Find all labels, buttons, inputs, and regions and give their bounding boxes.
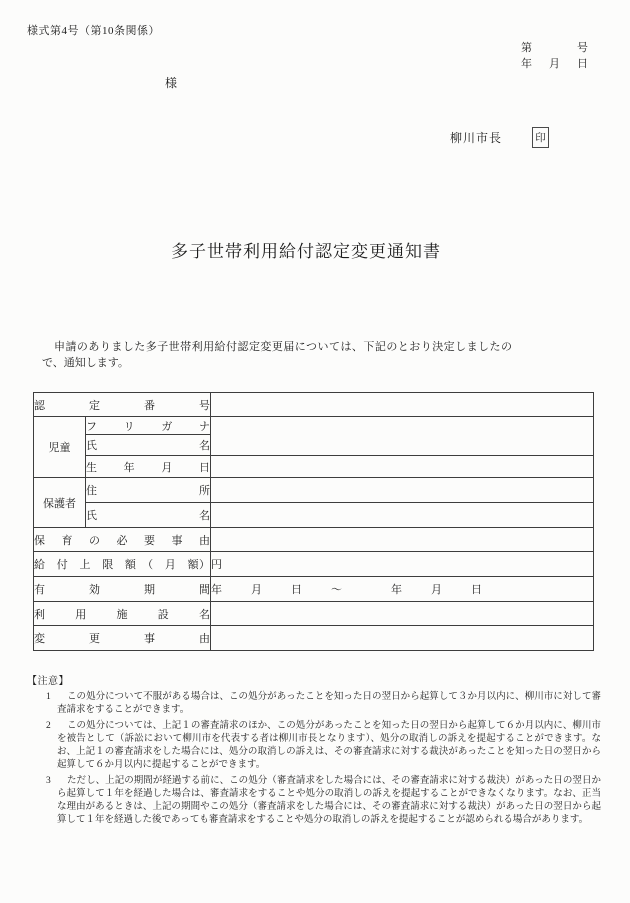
label-care-reason: 保 育 の 必 要 事 由	[34, 528, 211, 552]
date-month-label: 月	[549, 58, 560, 70]
table-row	[34, 478, 594, 503]
note-text: この処分については、上記１の審査請求のほか、この処分があったことを知った日の翌日から起算して６か月以内に、柳川市を被告として（訴訟において柳川市を代表する者は柳川市長となります）、処分の取消しの訴えを提起することができます。なお、上記１の審査請求をした場合には、処分の取消しの訴えは、その審査請求に対する裁決があったことを知った日の翌日から起算して６か月以内に提起することができます。	[57, 721, 601, 770]
label-child-group: 児童	[34, 417, 86, 478]
value-benefit-cap-unit: 円	[211, 552, 594, 577]
value-validity-period: 年 月 日 ～ 年 月 日	[211, 577, 594, 602]
note-number: 1	[46, 692, 51, 702]
notes-section	[27, 675, 601, 827]
notes-heading: 【注意】	[27, 676, 69, 687]
label-guardian-name: 氏 名	[86, 503, 211, 528]
label-validity-period: 有 効 期 間	[34, 577, 211, 602]
value-change-reason	[211, 626, 594, 651]
issue-date-line	[521, 55, 588, 71]
table-row	[34, 577, 594, 602]
note-item	[27, 691, 601, 717]
document-number-suffix: 号	[577, 42, 588, 54]
label-child-name: 氏 名	[86, 435, 211, 456]
label-guardian-group: 保護者	[34, 478, 86, 528]
mayor-name: 柳川市長	[450, 131, 503, 145]
official-seal-placeholder	[532, 127, 549, 148]
table-row	[34, 626, 594, 651]
table-row	[34, 503, 594, 528]
value-guardian-name	[211, 503, 594, 528]
value-address	[211, 478, 594, 503]
addressee-suffix: 様	[165, 76, 178, 90]
note-item	[27, 720, 601, 772]
value-facility-name	[211, 602, 594, 626]
value-care-reason	[211, 528, 594, 552]
note-number: 3	[46, 776, 51, 786]
table-row	[34, 456, 594, 478]
certification-table	[33, 392, 594, 651]
note-number: 2	[46, 721, 51, 731]
page-title: 多子世帯利用給付認定変更通知書	[171, 242, 441, 261]
table-row	[34, 417, 594, 435]
table-row	[34, 552, 594, 577]
form-number: 様式第4号（第10条関係）	[27, 25, 160, 37]
label-address: 住 所	[86, 478, 211, 503]
label-benefit-cap: 給 付 上 限 額 （ 月 額）	[34, 552, 211, 577]
label-change-reason: 変 更 事 由	[34, 626, 211, 651]
date-year-label: 年	[521, 58, 532, 70]
note-text: ただし、上記の期間が経過する前に、この処分（審査請求をした場合には、その審査請求に対する裁決）があった日の翌日から起算して１年を経過した場合は、審査請求をすることや処分の取消しの訴えを提起することができなくなります。なお、正当な理由があるときは、上記の期間やこの処分（審査請求をした場合には、その審査請求に対する裁決）があった日の翌日から起算して１年を経過した後であっても審査請求をすることや処分の取消しの訴えを提起することが認められる場合があります。	[57, 776, 601, 825]
label-certification-number: 認 定 番 号	[34, 393, 211, 417]
table-row	[34, 393, 594, 417]
note-item	[27, 775, 601, 827]
value-birthdate	[211, 456, 594, 478]
document-number-line	[521, 39, 588, 55]
seal-icon: 印	[535, 133, 546, 144]
table-row	[34, 602, 594, 626]
value-certification-number	[211, 393, 594, 417]
note-text: この処分について不服がある場合は、この処分があったことを知った日の翌日から起算して３か月以内に、柳川市に対して審査請求をすることができます。	[57, 692, 601, 715]
label-facility-name: 利 用 施 設 名	[34, 602, 211, 626]
table-row	[34, 528, 594, 552]
body-paragraph: 申請のありました多子世帯利用給付認定変更届については、下記のとおり決定しましたので、通知します。	[42, 341, 512, 369]
document-number-prefix: 第	[521, 42, 532, 54]
label-birthdate: 生 年 月 日	[86, 456, 211, 478]
label-furigana: フ リ ガ ナ	[86, 417, 211, 435]
date-day-label: 日	[577, 58, 588, 70]
value-child-name	[211, 417, 594, 456]
